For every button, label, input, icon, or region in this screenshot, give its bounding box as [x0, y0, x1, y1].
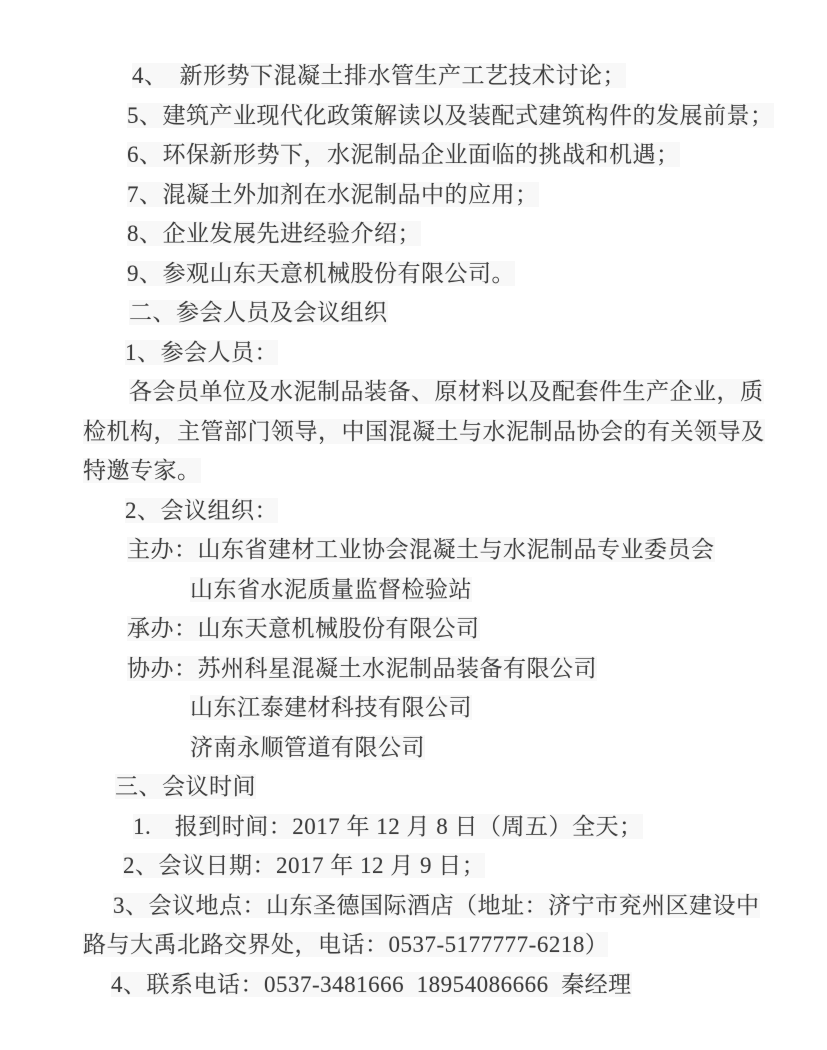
meeting-date-text: 2、会议日期：2017 年 12 月 9 日；	[123, 853, 486, 878]
agenda-item-9-text: 9、参观山东天意机械股份有限公司。	[127, 260, 515, 286]
organization-heading-text: 2、会议组织：	[125, 497, 278, 523]
agenda-item-4	[83, 56, 757, 96]
participants-paragraph-line-2	[83, 412, 765, 452]
registration-time-text: 1. 报到时间：2017 年 12 月 8 日（周五）全天；	[133, 813, 643, 839]
section-2-heading-text: 二、参会人员及会议组织	[129, 300, 388, 325]
host-line-2-text: 山东省水泥质量监督检验站	[190, 576, 472, 602]
organizer-line-text: 承办：山东天意机械股份有限公司	[127, 616, 480, 641]
participants-heading	[83, 333, 757, 373]
co-organizer-line-1	[83, 649, 757, 689]
agenda-item-6	[83, 135, 757, 175]
participants-paragraph-line-2-text: 检机构，主管部门领导，中国混凝土与水泥制品协会的有关领导及	[83, 418, 765, 444]
agenda-item-4-text: 4、 新形势下混凝土排水管生产工艺技术讨论；	[132, 63, 626, 88]
section-3-heading	[83, 767, 757, 807]
agenda-item-8	[83, 214, 757, 254]
co-organizer-line-2-text: 山东江泰建材科技有限公司	[190, 695, 472, 720]
host-line-text: 主办：山东省建材工业协会混凝土与水泥制品专业委员会	[127, 537, 715, 562]
agenda-item-6-text: 6、环保新形势下，水泥制品企业面临的挑战和机遇；	[127, 142, 680, 167]
participants-paragraph-line-3	[83, 451, 757, 491]
participants-paragraph-line-1	[83, 372, 764, 412]
agenda-item-7	[83, 175, 757, 215]
host-line	[83, 530, 757, 570]
contact-phone-line	[83, 965, 757, 1005]
contact-phone-text: 4、联系电话：0537-3481666 18954086666 秦经理	[111, 971, 632, 997]
organizer-line	[83, 609, 757, 649]
co-organizer-line-3-text: 济南永顺管道有限公司	[190, 734, 425, 760]
co-organizer-line-3	[83, 728, 757, 768]
section-2-heading	[83, 293, 757, 333]
section-3-heading-text: 三、会议时间	[115, 774, 256, 799]
participants-paragraph-line-3-text: 特邀专家。	[83, 458, 201, 483]
agenda-item-5	[83, 96, 774, 136]
registration-time-line	[83, 807, 757, 847]
agenda-item-8-text: 8、企业发展先进经验介绍；	[127, 221, 421, 246]
meeting-date-line	[83, 846, 757, 886]
organization-heading	[83, 491, 757, 531]
agenda-item-7-text: 7、混凝土外加剂在水泥制品中的应用；	[127, 181, 539, 207]
agenda-item-5-text: 5、建筑产业现代化政策解读以及装配式建筑构件的发展前景；	[127, 102, 774, 128]
host-line-2	[83, 570, 757, 610]
agenda-item-9	[83, 254, 757, 294]
co-organizer-line-1-text: 协办：苏州科星混凝土水泥制品装备有限公司	[127, 655, 597, 681]
participants-paragraph-line-1-text: 各会员单位及水泥制品装备、原材料以及配套件生产企业，质	[129, 379, 764, 404]
co-organizer-line-2	[83, 688, 757, 728]
meeting-venue-line-2	[83, 925, 757, 965]
participants-heading-text: 1、参会人员：	[125, 339, 278, 365]
meeting-venue-line-1	[83, 886, 760, 926]
meeting-venue-line-1-text: 3、会议地点：山东圣德国际酒店（地址：济宁市兖州区建设中	[113, 892, 760, 918]
meeting-venue-line-2-text: 路与大禹北路交界处，电话：0537-5177777-6218）	[83, 932, 609, 957]
